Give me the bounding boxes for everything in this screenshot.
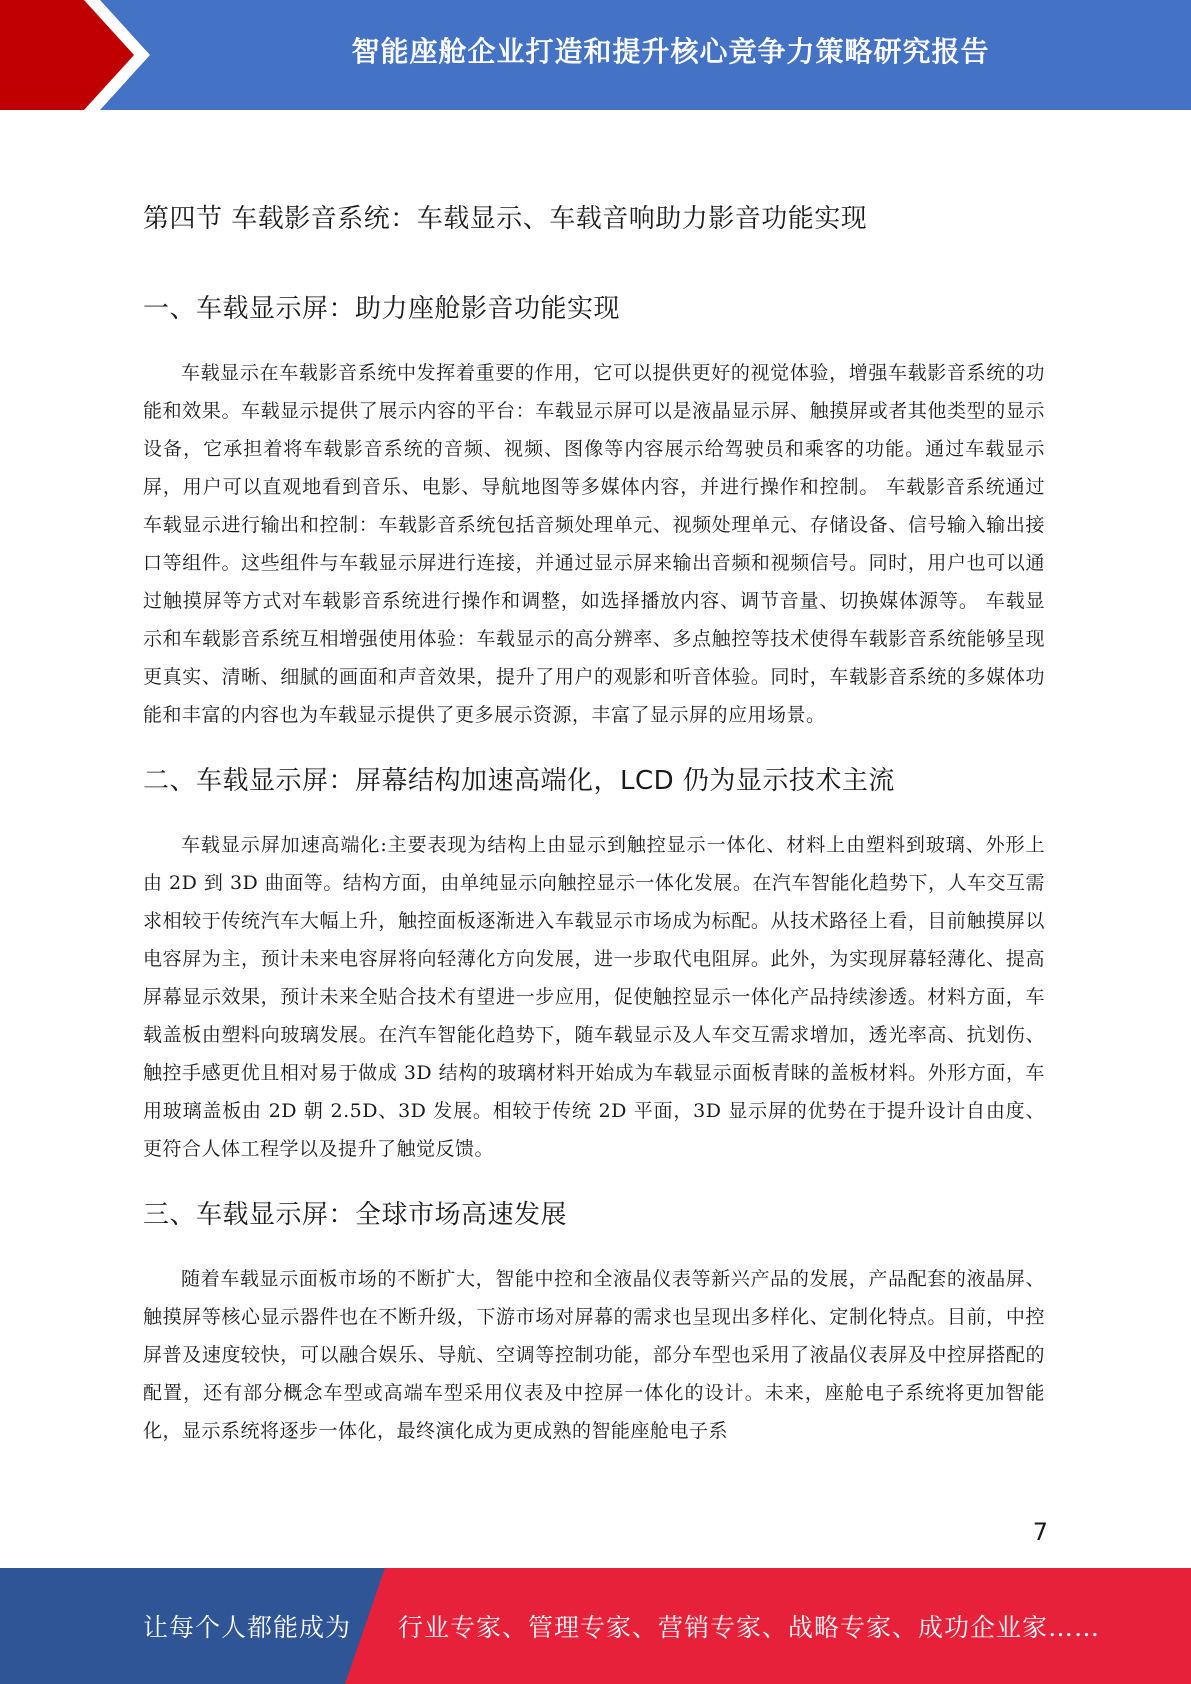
- subsection-heading-3: 三、车载显示屏：全球市场高速发展: [143, 1200, 568, 1230]
- header-arrow-icon: [0, 0, 150, 110]
- subsection-paragraph-1: 车载显示在车载影音系统中发挥着重要的作用，它可以提供更好的视觉体验，增强车载影音系统的功能和效果。车载显示提供了展示内容的平台：车载显示屏可以是液晶显示屏、触摸屏或者其他类型的显示设备，它承担着将车载影音系统的音频、视频、图像等内容展示给驾驶员和乘客的功能。通过车载显示屏，用户可以直观地看到音乐、电影、导航地图等多媒体内容，并进行操作和控制。 车载影音系统通过车载显示进行输出和控制：车载影音系统包括音频处理单元、视频处理单元、存储设备、信号输入输出接口等组件。这些组件与车载显示屏进行连接，并通过显示屏来输出音频和视频信号。同时，用户也可以通过触摸屏等方式对车载影音系统进行操作和调整，如选择播放内容、调节音量、切换媒体源等。 车载显示和车载影音系统互相增强使用体验：车载显示的高分辨率、多点触控等技术使得车载影音系统能够呈现更真实、清晰、细腻的画面和声音效果，提升了用户的观影和听音体验。同时，车载影音系统的多媒体功能和丰富的内容也为车载显示提供了更多展示资源，丰富了显示屏的应用场景。: [143, 362, 1045, 726]
- page-number: 7: [1032, 1518, 1048, 1546]
- page-header: [0, 0, 1191, 110]
- report-title: 智能座舱企业打造和提升核心竞争力策略研究报告: [351, 35, 990, 68]
- subsection-heading-2: 二、车载显示屏：屏幕结构加速高端化，LCD 仍为显示技术主流: [143, 766, 895, 796]
- subsection-heading-1: 一、车载显示屏：助力座舱影音功能实现: [143, 294, 621, 324]
- subsection-paragraph-2: 车载显示屏加速高端化:主要表现为结构上由显示到触控显示一体化、材料上由塑料到玻璃、外形上由 2D 到 3D 曲面等。结构方面，由单纯显示向触控显示一体化发展。在汽车智能化趋势下，人车交互需求相较于传统汽车大幅上升，触控面板逐渐进入车载显示市场成为标配。从技术路径上看，目前触摸屏以电容屏为主，预计未来电容屏将向轻薄化方向发展，进一步取代电阻屏。此外，为实现屏幕轻薄化、提高屏幕显示效果，预计未来全贴合技术有望进一步应用，促使触控显示一体化产品持续渗透。材料方面，车载盖板由塑料向玻璃发展。在汽车智能化趋势下，随车载显示及人车交互需求增加，透光率高、抗划伤、触控手感更优且相对易于做成 3D 结构的玻璃材料开始成为车载显示面板青睐的盖板材料。外形方面，车用玻璃盖板由 2D 朝 2.5D、3D 发展。相较于传统 2D 平面，3D 显示屏的优势在于提升设计自由度、更符合人体工程学以及提升了触觉反馈。: [143, 834, 1045, 1160]
- footer-slogan-left: 让每个人都能成为: [143, 1613, 352, 1642]
- section-title: 第四节 车载影音系统：车载显示、车载音响助力影音功能实现: [143, 204, 868, 234]
- subsection-paragraph-3: 随着车载显示面板市场的不断扩大，智能中控和全液晶仪表等新兴产品的发展，产品配套的液晶屏、触摸屏等核心显示器件也在不断升级，下游市场对屏幕的需求也呈现出多样化、定制化特点。目前，中控屏普及速度较快，可以融合娱乐、导航、空调等控制功能，部分车型也采用了液晶仪表屏及中控屏搭配的配置，还有部分概念车型或高端车型采用仪表及中控屏一体化的设计。未来，座舱电子系统将更加智能化，显示系统将逐步一体化，最终演化成为更成熟的智能座舱电子系: [143, 1268, 1045, 1442]
- footer-slogan-right: 行业专家、管理专家、营销专家、战略专家、成功企业家……: [398, 1613, 1101, 1642]
- document-body: [143, 196, 1045, 1474]
- page-footer: [0, 1568, 1191, 1684]
